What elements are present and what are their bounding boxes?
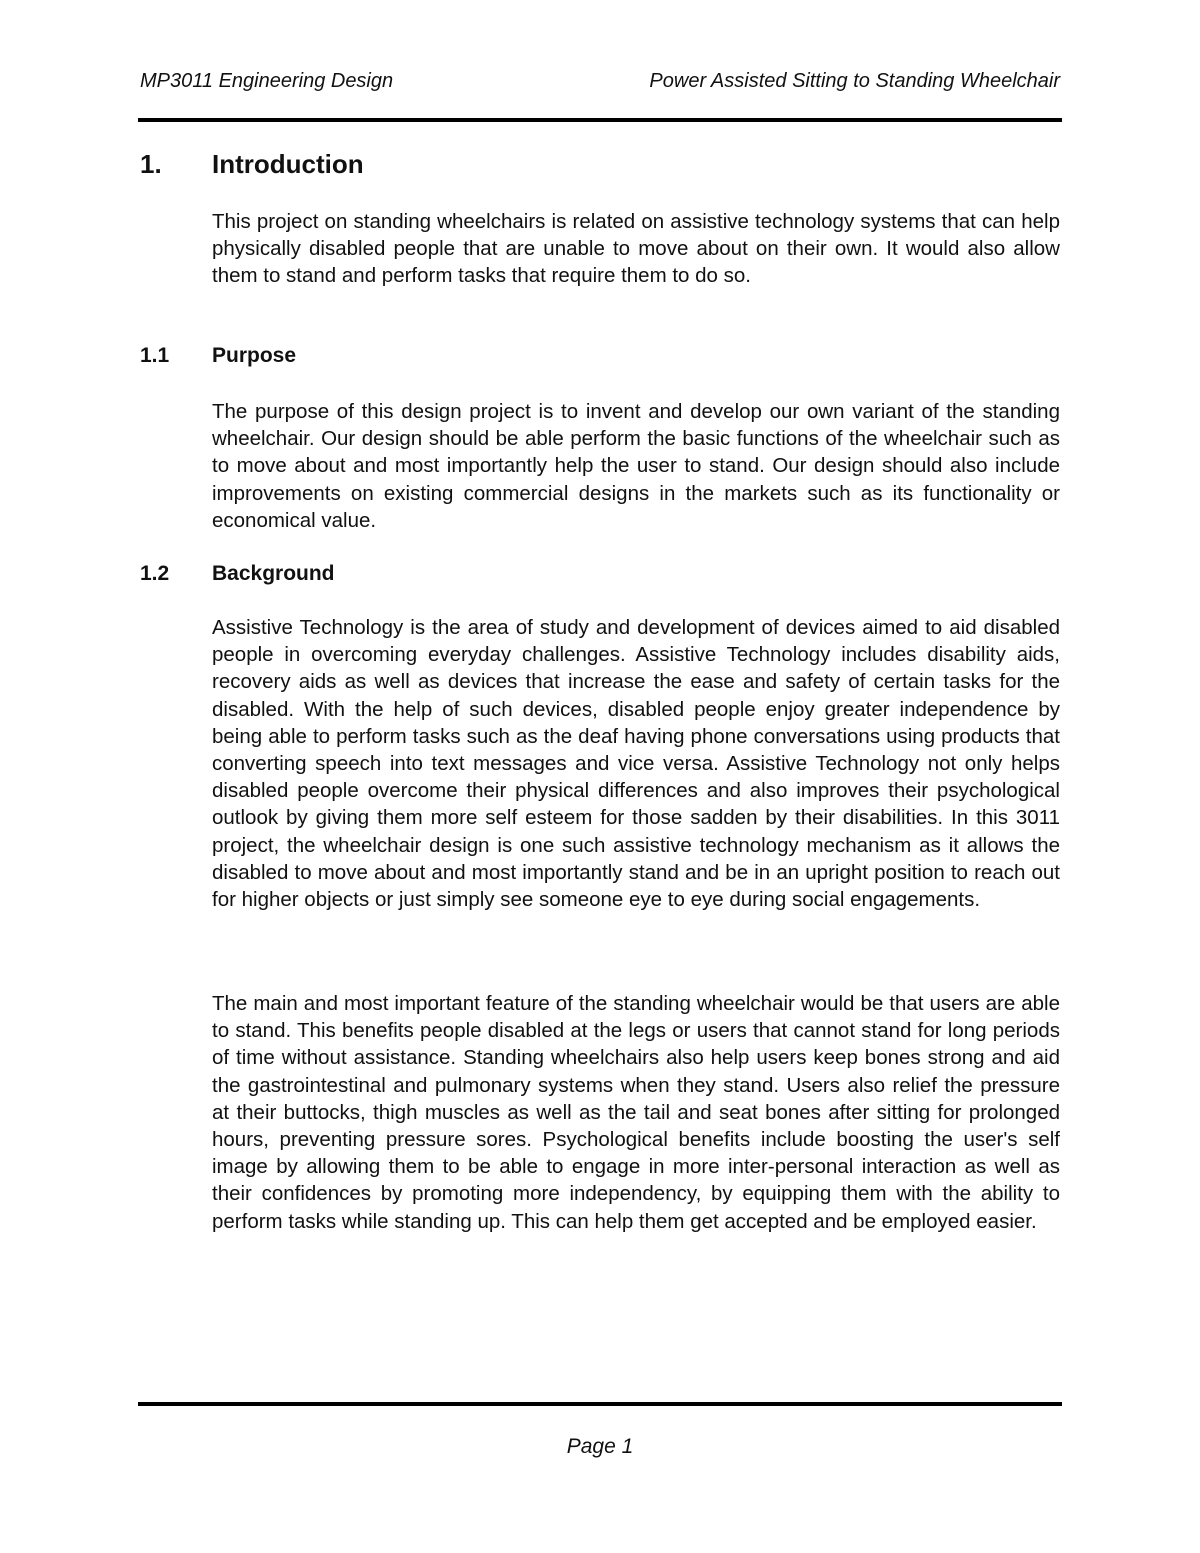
page-number: Page 1 [566,1435,634,1458]
footer-divider [138,1402,1062,1406]
introduction-paragraph: This project on standing wheelchairs is related on assistive technology systems that can help physically disabled people that are unable to move about on their own. It would also allow them to stand and perform tasks that require them to do so. [212,210,1060,288]
header-course-title: MP3011 Engineering Design [140,70,394,92]
section-number: 1. [140,149,162,179]
background-paragraph-2: The main and most important feature of the standing wheelchair would be that users are able to stand. This benefits people disabled at the legs or users that cannot stand for long periods of time without assistance. Standing wheelchairs also help users keep bones strong and aid the gastrointestinal and pulmonary systems when they stand. Users also relief the pressure at their buttocks, thigh muscles as well as the tail and seat bones after sitting for prolonged hours, preventing pressure sores. Psychological benefits include boosting the user's self image by allowing them to be able to engage in more inter-personal interaction as well as their confidences by promoting more independency, by equipping them with the ability to perform tasks while standing up. This can help them get accepted and be employed easier. [212,992,1060,1233]
section-number: 1.1 [140,344,170,367]
header-divider [138,118,1062,122]
section-title: Introduction [212,149,364,179]
section-number: 1.2 [140,562,170,585]
section-title: Background [212,562,335,585]
section-title: Purpose [212,344,297,367]
background-paragraph-1: Assistive Technology is the area of study and development of devices aimed to aid disabled people in overcoming everyday challenges. Assistive Technology includes disability aids, recovery aids as well as devices that increase the ease and safety of certain tasks for the disabled. With the help of such devices, disabled people enjoy greater independence by being able to perform tasks such as the deaf having phone conversations using products that converting speech into text messages and vice versa. Assistive Technology not only helps disabled people overcome their physical differences and also improves their psychological outlook by giving them more self esteem for those sadden by their disabilities. In this 3011 project, the wheelchair design is one such assistive technology mechanism as it allows the disabled to move about and most importantly stand and be in an upright position to reach out for higher objects or just simply see someone eye to eye during social engagements. [212,616,1060,912]
header-project-title: Power Assisted Sitting to Standing Wheelchair [649,70,1060,92]
purpose-paragraph: The purpose of this design project is to invent and develop our own variant of the standing wheelchair. Our design should be able perform the basic functions of the wheelchair such as to move about and most importantly help the user to stand. Our design should also include improvements on existing commercial designs in the markets such as its functionality or economical value. [212,400,1060,532]
